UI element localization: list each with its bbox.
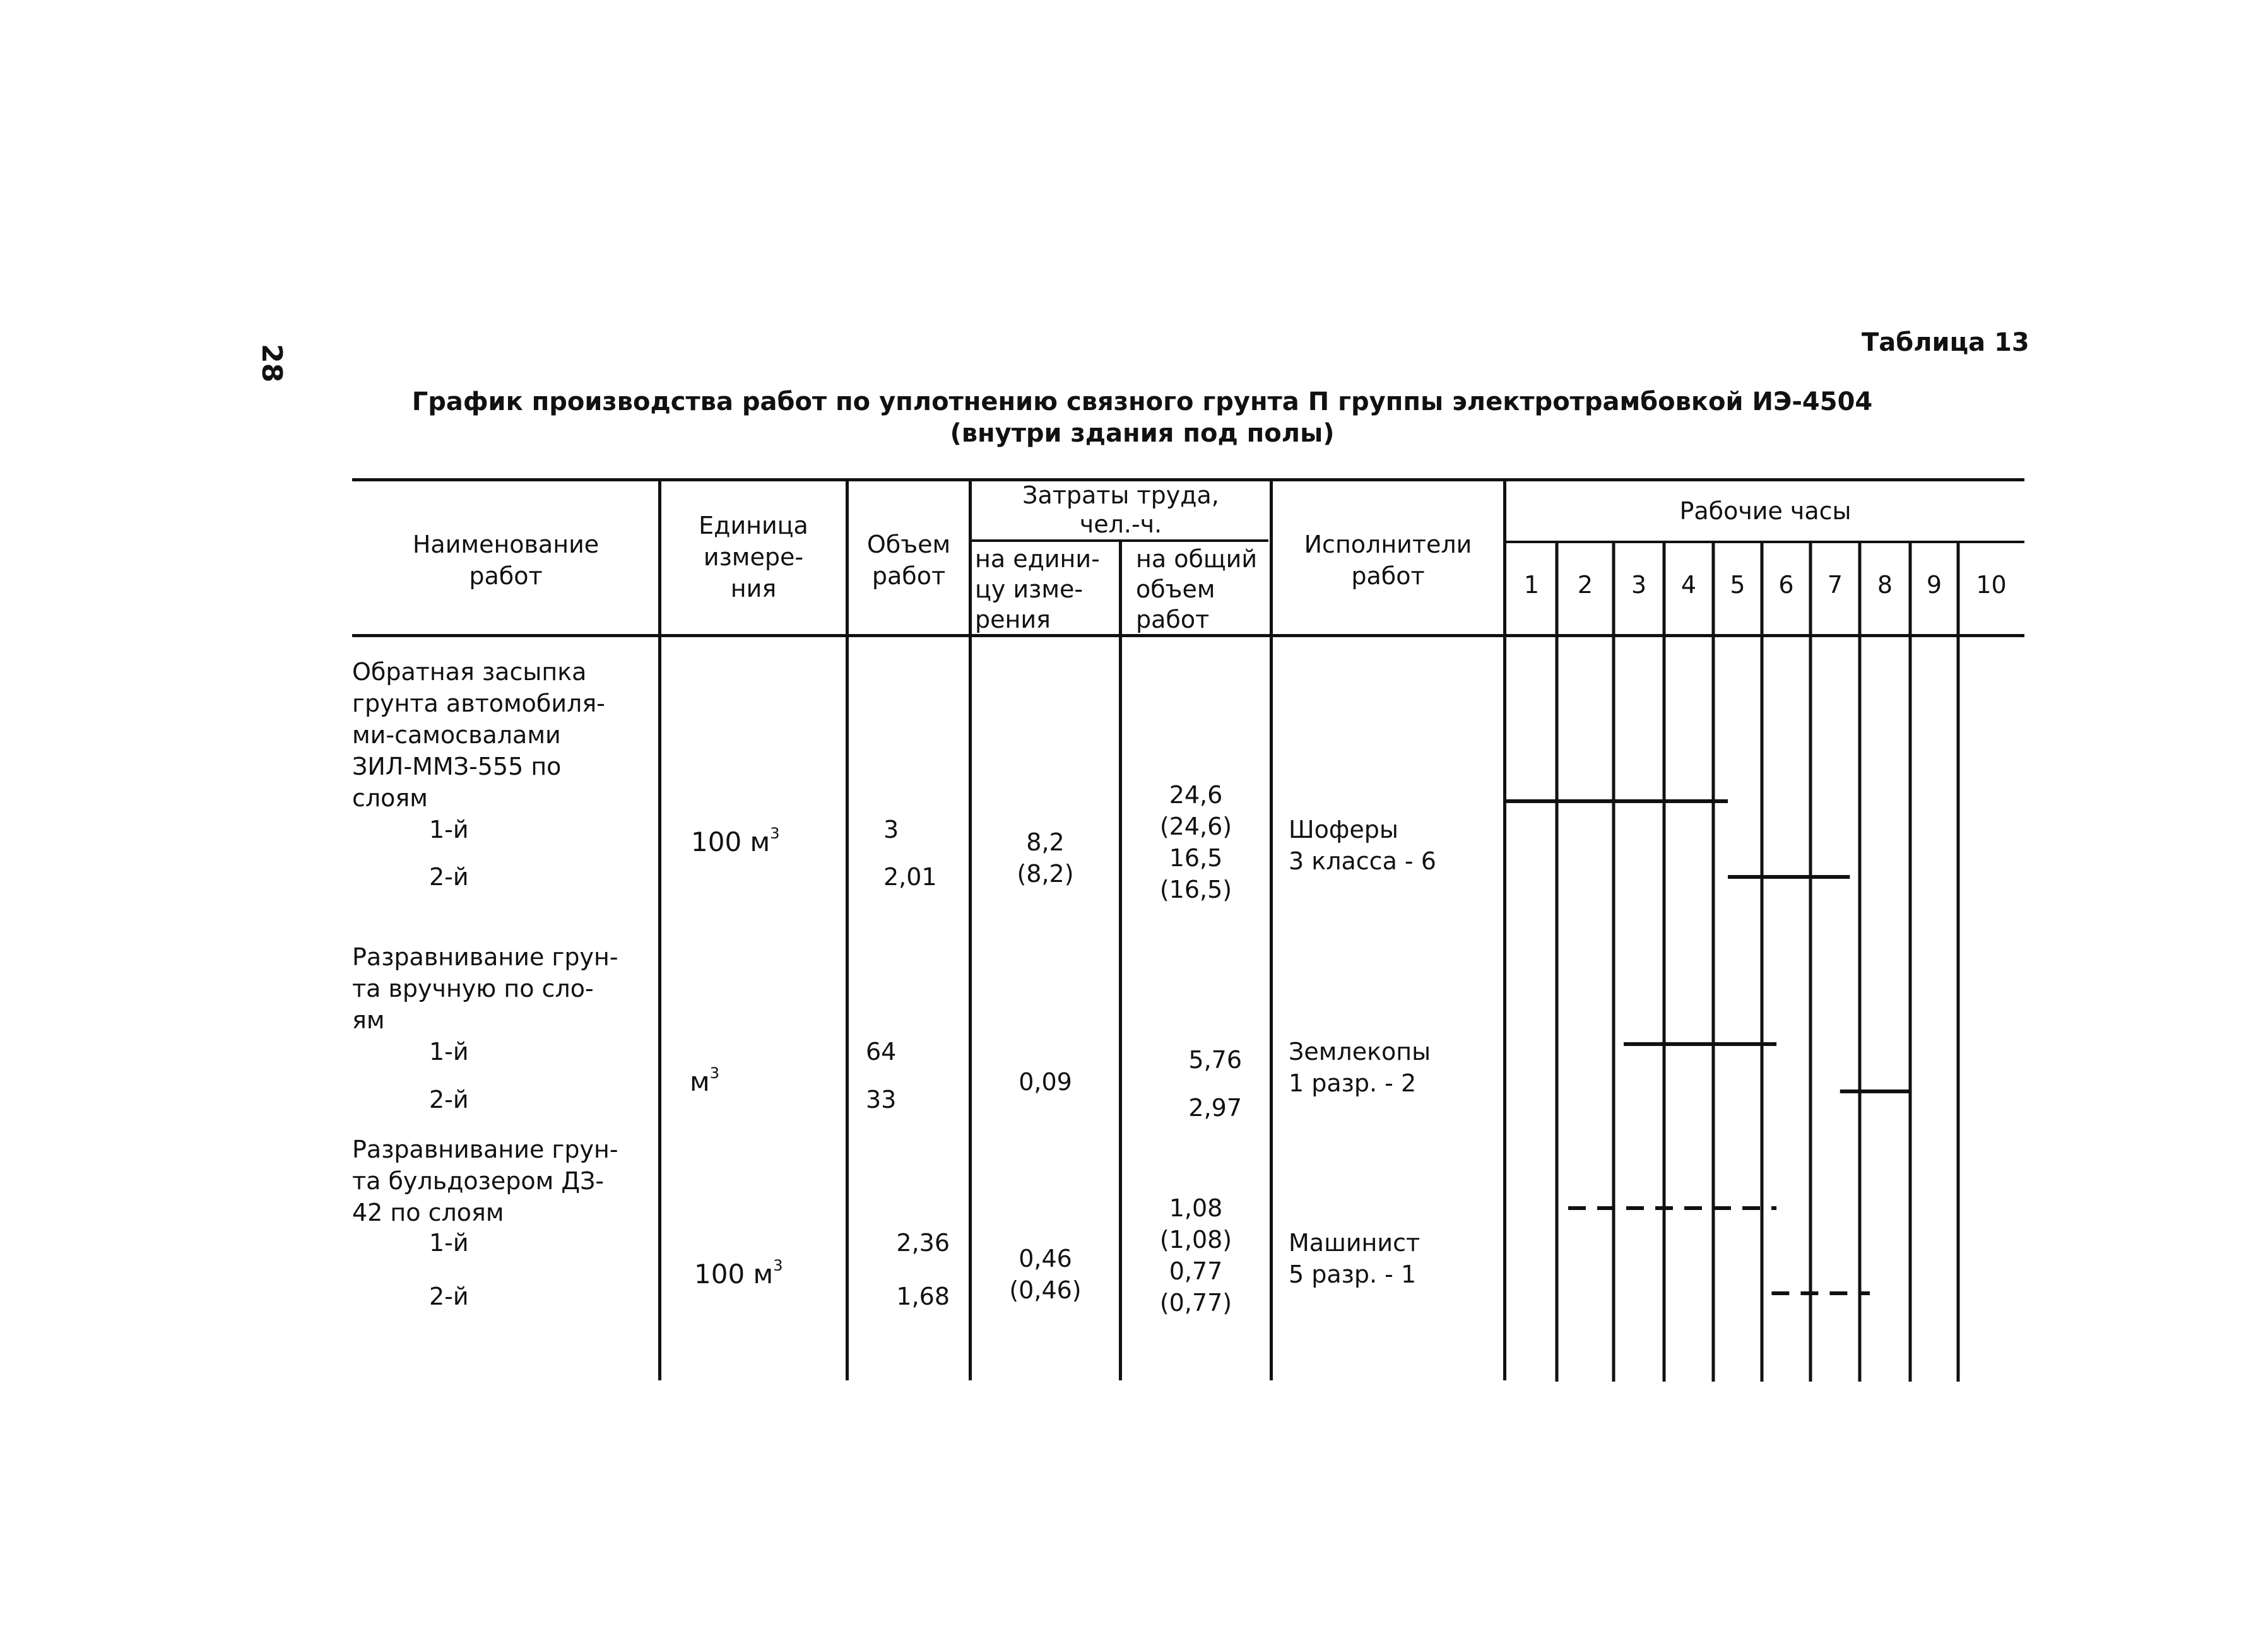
row1-layer1: 1-й — [429, 816, 469, 843]
header-unit: Единица измере- ния — [699, 512, 808, 602]
col-divider-performers — [1270, 478, 1273, 1380]
row3-layer2: 2-й — [429, 1283, 469, 1310]
row1-unit: 100 $м^3$ — [691, 825, 780, 857]
header-labor: Затраты труда, чел.-ч. — [1022, 481, 1219, 538]
hour-number: 10 — [1976, 571, 2007, 599]
hour-number: 8 — [1877, 571, 1893, 599]
header-labor-total: на общий объем работ — [1136, 545, 1258, 633]
row3-volume1: 2,36 — [896, 1229, 950, 1257]
header-hours: Рабочие часы — [1679, 497, 1852, 525]
row3-name: Разравнивание грун- та бульдозером ДЗ- 42 по слоям — [352, 1136, 618, 1226]
hours-grid — [1506, 543, 2024, 1382]
header-performers: Исполнители работ — [1304, 531, 1472, 590]
row1-volume1: 3 — [883, 816, 899, 843]
hour-number: 7 — [1827, 571, 1843, 599]
table-title: График производства работ по уплотнению связного грунта П группы электротрамбовкой ИЭ-4504 — [411, 387, 1873, 416]
header-name: Наименование работ — [412, 531, 599, 590]
row3-unit: 100 $м^3$ — [694, 1257, 783, 1289]
page-number: 28 — [256, 344, 288, 383]
hour-number: 3 — [1631, 571, 1647, 599]
row3-labor-total: 1,08 (1,08) 0,77 (0,77) — [1159, 1194, 1232, 1317]
row2-volume1: 64 — [866, 1038, 897, 1066]
hour-number: 1 — [1523, 571, 1540, 599]
table-subtitle: (внутри здания под полы) — [950, 419, 1335, 448]
col-divider-unit — [658, 478, 661, 1380]
row2-volume2: 33 — [866, 1086, 897, 1113]
row2-labor-unit: 0,09 — [1019, 1068, 1072, 1096]
row3-labor-unit: 0,46 (0,46) — [1009, 1245, 1082, 1304]
row1-labor-total: 24,6 (24,6) 16,5 (16,5) — [1159, 781, 1232, 903]
table-label: Таблица 13 — [1862, 328, 2029, 357]
row1-performers: Шоферы 3 класса - 6 — [1289, 816, 1436, 875]
hour-number: 4 — [1680, 571, 1697, 599]
row1-layer2: 2-й — [429, 863, 469, 891]
row1-volume2: 2,01 — [883, 863, 937, 891]
row2-unit: $м^3$ — [690, 1064, 719, 1097]
row2-layer1: 1-й — [429, 1038, 469, 1066]
row2-labor-total: 5,76 2,97 — [1188, 1046, 1242, 1122]
row3-layer1: 1-й — [429, 1229, 469, 1257]
row2-name: Разравнивание грун- та вручную по сло- ям — [352, 943, 618, 1034]
row3-performers: Машинист 5 разр. - 1 — [1289, 1229, 1420, 1288]
header-labor-unit: на едини- цу изме- рения — [975, 545, 1100, 633]
row2-layer2: 2-й — [429, 1086, 469, 1113]
row1-name: Обратная засыпка грунта автомобиля- ми-самосвалами ЗИЛ-ММЗ-555 по слоям — [352, 658, 605, 812]
header-volume: Объем работ — [866, 531, 951, 590]
hour-number: 6 — [1778, 571, 1794, 599]
row2-performers: Землекопы 1 разр. - 2 — [1289, 1038, 1431, 1097]
row3-volume2: 1,68 — [896, 1283, 950, 1310]
row1-labor-unit: 8,2 (8,2) — [1017, 828, 1074, 888]
hour-number: 9 — [1926, 571, 1942, 599]
hour-number: 5 — [1730, 571, 1745, 599]
hour-number: 2 — [1577, 571, 1593, 599]
